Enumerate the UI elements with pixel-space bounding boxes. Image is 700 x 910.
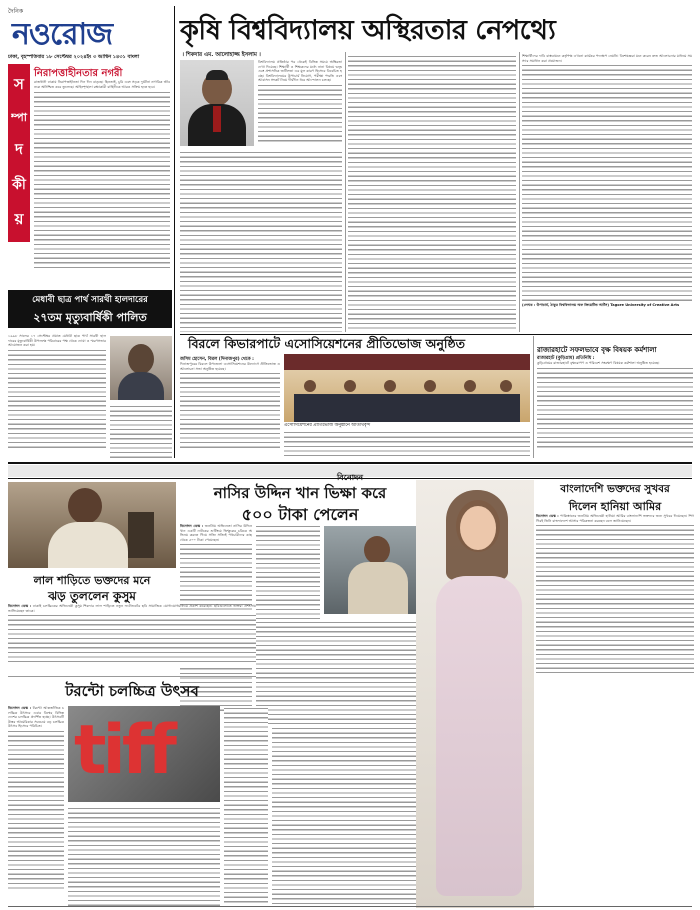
nasir-headline-1: নাসির উদ্দিন খান ভিক্ষা করে <box>213 484 387 502</box>
section-bar <box>8 465 692 477</box>
commemoration-headline: মেধাবী ছাত্র পার্থ সারথী হালদারের <box>32 295 148 305</box>
kusum-body: বিনোদন ডেস্ক : ঢাকাই চলচ্চিত্রের অভিনেত্রী কুসুম শিকদার লাল শাড়িতে নতুন ফটোশুটের ছবি সামাজিক যোগাযোগমাধ্যমে প্রকাশ করেছেন। ছবিগুলোতে ভক্তরা প্রশংসায় ভাসিয়েছেন তাকে। <box>8 604 256 672</box>
kusum-headline-1: লাল শাড়িতে ভক্তদের মনে <box>33 574 151 587</box>
commemoration-subhead: ২৭তম মৃত্যুবার্ষিকী পালিত <box>33 311 147 324</box>
lead-body-col2 <box>348 54 516 332</box>
nasir-photo <box>8 482 176 568</box>
lead-body-col1 <box>180 150 342 332</box>
bar-assoc-body: দিনাজপুরের বিরলে উপজেলা এসোসিয়েশনের উদ্যোগে প্রীতিভোজ ও আলোচনা সভা অনুষ্ঠিত হয়েছে। <box>180 362 280 458</box>
tiff-body-col2 <box>68 806 220 906</box>
tiff-logo-photo <box>68 706 220 802</box>
nasir-headline-2: ৫০০ টাকা পেলেন <box>241 505 359 524</box>
commemoration-banner <box>8 290 172 328</box>
nasir-body-col3 <box>256 620 432 724</box>
nasir-body: বিনোদন ডেস্ক : জনপ্রিয় অভিনেতা নাসির উদ্দিন খান একটি নাটকের শুটিংয়ে ভিক্ষুকের চরিত্রে অভিনয় করতে গিয়ে সত্যি সত্যিই পথচারীদের কাছ থেকে ৫০০ টাকা পেয়েছেন। <box>180 524 252 724</box>
lead-byline: । শিকদার এম. আলোহাজ্জ ইসলাম । <box>182 52 261 58</box>
editorial-label-char: ম্পা <box>11 110 27 124</box>
bar-assoc-body-cont <box>284 430 530 458</box>
kusum-headline-2: ঝড় তুললেন কুসুম <box>48 589 136 603</box>
workshop-body: কুড়িগ্রামের রাজারহাটে বৃক্ষরোপণ ও পরিবেশ সংরক্ষণ বিষয়ক কর্মশালা অনুষ্ঠিত হয়েছে। <box>537 361 693 458</box>
tiff-byline: বিনোদন ডেস্ক : <box>8 706 32 710</box>
newspaper-logo: নওরোজ <box>12 17 113 52</box>
masthead <box>8 6 168 52</box>
bar-assoc-photo <box>284 354 530 422</box>
nasir-byline: বিনোদন ডেস্ক : <box>180 524 204 528</box>
editorial-label-char: দ <box>15 139 23 158</box>
lead-headline: কৃষি বিশ্ববিদ্যালয় অস্থিরতার নেপথ্যে <box>180 15 556 46</box>
bar-assoc-photo-caption: এসোসিয়েশনের প্রীতিভোজ অনুষ্ঠানে অতিথিবৃন্দ <box>284 423 371 428</box>
lead-author-photo <box>180 60 254 146</box>
bar-assoc-headline: বিরলে কিভারপাটে এসোসিয়েশনের প্রীতিভোজ অনুষ্ঠিত <box>188 336 466 351</box>
workshop-headline: রাজারহাটে সফলভাবে বৃক্ষ বিষয়ক কর্মশালা <box>537 346 657 354</box>
commemoration-portrait <box>110 336 172 400</box>
bar-assoc-byline: জসিম হোসেন, বিরল (দিনাজপুর) থেকে : <box>180 357 254 362</box>
haniya-headline-1: বাংলাদেশি ভক্তদের সুখবর <box>560 483 670 495</box>
editorial-label-char: য় <box>14 209 24 228</box>
commemoration-body: ১৯৯৮ সালের ১৭ সেপ্টেম্বর প্রয়াত মেধাবী ছাত্র পার্থ সারথী হালদারের মৃত্যুবার্ষিকী উপলক্ষে পরিবারের পক্ষ থেকে দোয়া ও স্মরণসভার আয়োজন করা হয়। <box>8 334 106 458</box>
lead-body: বিশ্ববিদ্যালয় প্রতিষ্ঠার পর থেকেই বিভিন্ন সময়ে অস্থিরতা দেখা দিয়েছে। শিক্ষার্থী ও শিক্ষকদের মধ্যে নানা বিষয়ে দ্বন্দ্ব এবং প্রশাসনিক জটিলতা এর মূল কারণ হিসেবে বিবেচিত হচ্ছে। বিশ্ববিদ্যালয়ের উপাচার্য নিয়োগ, পরীক্ষা পদ্ধতি এবং আবাসন সংকট নিয়ে দীর্ঘদিন ধরে আন্দোলন চলছে। <box>258 60 342 146</box>
editorial-body: রাজধানী ঢাকায় নিরাপত্তাহীনতা দিন দিন বাড়ছে। ছিনতাই, চুরি এবং সড়ক দুর্ঘটনা নাগরিক জীবনকে অনিশ্চিত করে তুলেছে। আইনশৃঙ্খলা রক্ষাকারী বাহিনীকে আরও সক্রিয় হতে হবে। <box>34 80 170 284</box>
haniya-body: বিনোদন ডেস্ক : পাকিস্তানের জনপ্রিয় অভিনেত্রী হানিয়া আমির বাংলাদেশি ভক্তদের জন্য সুখবর দিয়েছেন। শিগগিরই তিনি বাংলাদেশে আসার পরিকল্পনা করছেন বলে জানিয়েছেন। <box>536 514 694 682</box>
haniya-byline: বিনোদন ডেস্ক : <box>536 514 559 518</box>
tiff-headline: টরন্টো চলচ্চিত্র উৎসব <box>65 682 199 700</box>
haniya-headline-2: দিলেন হানিয়া আমির <box>568 500 662 513</box>
tiff-body-col3 <box>224 706 268 906</box>
kusum-byline: বিনোদন ডেস্ক : <box>8 604 32 608</box>
commemoration-body-cont <box>110 404 172 458</box>
tiff-logo: tiff <box>74 711 173 790</box>
editorial-label-char: স <box>14 75 24 94</box>
editorial-label-char: কী <box>12 177 26 194</box>
haniya-photo <box>416 480 534 908</box>
lead-body-col3: শিক্ষার্থীদের দাবি বাস্তবায়নে কর্তৃপক্ষ এখনো কার্যকর পদক্ষেপ নেয়নি। বিশেষজ্ঞরা মনে করেন দ্রুত আলোচনার মাধ্যমে সমস্যার সমাধান করা প্রয়োজন। (লেখক : উপাচার্য, ঠাকুর বিশ্ববিদ্যালয় অফ ক্রিয়েটিভ আর্টস) Tagore University of Creative Arts <box>522 54 692 308</box>
editorial-label-bar <box>8 64 30 242</box>
dateline: ঢাকা, বৃহস্পতিবার ১৮ সেপ্টেম্বর ২০২৪ইং ৩ আশ্বিন ১৪৩১ বাংলা <box>8 54 140 60</box>
editorial-headline: নিরাপত্তাহীনতার নগরী <box>34 68 123 79</box>
workshop-byline: রাজারহাট (কুড়িগ্রাম) প্রতিনিধি : <box>537 356 595 361</box>
tiff-body: বিনোদন ডেস্ক : টরন্টো আন্তর্জাতিক চলচ্চিত্র উৎসবে এবার বিশ্বের বিভিন্ন দেশের চলচ্চিত্র প্রদর্শিত হচ্ছে। উৎসবটি উত্তর আমেরিকার সবচেয়ে বড় চলচ্চিত্র উৎসব হিসেবে পরিচিত। <box>8 706 64 906</box>
lead-source-note: (লেখক : উপাচার্য, ঠাকুর বিশ্ববিদ্যালয় অফ ক্রিয়েটিভ আর্টস) Tagore University of Creative Arts <box>522 303 680 308</box>
masthead-small-label: দৈনিক <box>8 8 24 15</box>
